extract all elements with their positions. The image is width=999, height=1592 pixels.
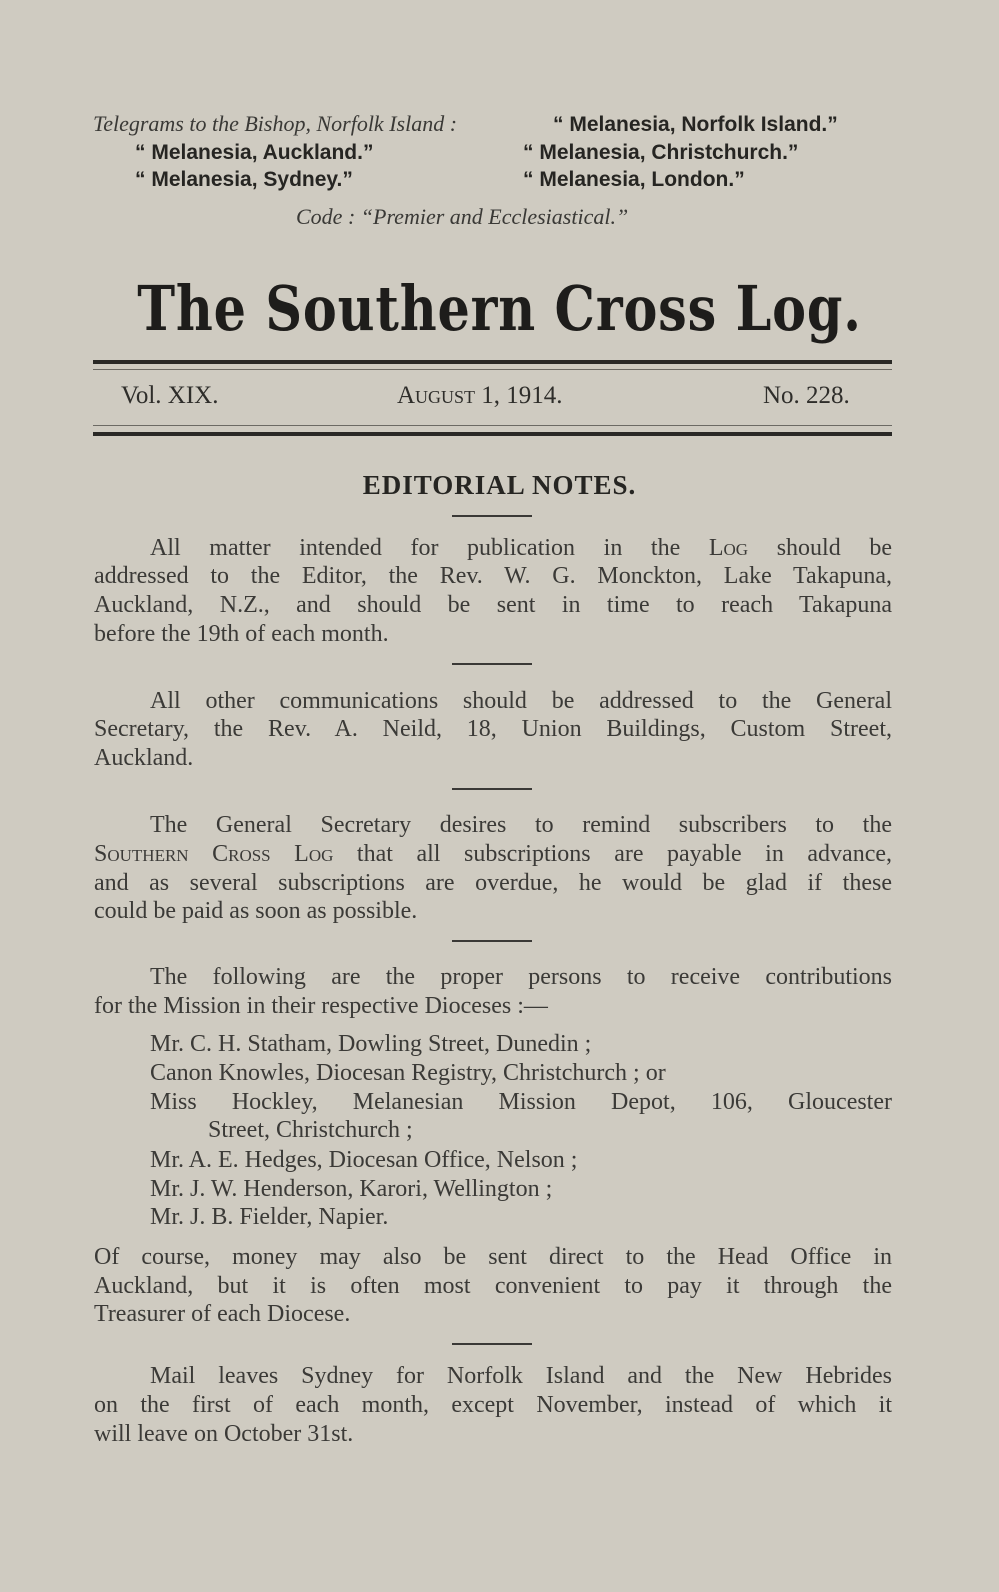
paragraph-line: Mail leaves Sydney for Norfolk Island and the New Hebrides: [150, 1363, 892, 1389]
publication-name: Southern Cross Log: [94, 841, 334, 867]
issue-number: No. 228.: [763, 382, 850, 409]
paragraph-line: The following are the proper persons to receive contributions: [150, 964, 892, 990]
contact-list-item: Mr. C. H. Statham, Dowling Street, Dunedin ;: [150, 1031, 592, 1057]
paragraph-line: addressed to the Editor, the Rev. W. G. Monckton, Lake Takapuna,: [94, 563, 892, 589]
text: should be: [748, 535, 892, 561]
paragraph-line: The General Secretary desires to remind subscribers to the: [150, 812, 892, 838]
contact-list-item: Mr. J. B. Fielder, Napier.: [150, 1204, 389, 1230]
contact-list-item: Miss Hockley, Melanesian Mission Depot, 106, Gloucester: [150, 1089, 892, 1115]
code-label: Code :: [296, 204, 356, 229]
paragraph-line: Of course, money may also be sent direct to the Head Office in: [94, 1244, 892, 1270]
masthead-title: The Southern Cross Log.: [137, 272, 862, 345]
paragraph-line: Secretary, the Rev. A. Neild, 18, Union Buildings, Custom Street,: [94, 716, 892, 742]
paragraph-line: could be paid as soon as possible.: [94, 898, 418, 924]
masthead-rule-thick-top: [93, 360, 892, 364]
paragraph-line: Auckland, but it is often most convenient to pay it through the: [94, 1273, 892, 1299]
paragraph-line: [94, 840, 892, 869]
paragraph-line: on the first of each month, except November, instead of which it: [94, 1392, 892, 1418]
paragraph-line: before the 19th of each month.: [94, 621, 389, 647]
code-value: “Premier and Ecclesiastical.”: [360, 204, 629, 229]
code-line: [296, 204, 628, 230]
paragraph-line: will leave on October 31st.: [94, 1421, 354, 1447]
text: that all subscriptions are payable in advance,: [333, 841, 893, 867]
telegram-address-norfolk: “ Melanesia, Norfolk Island.”: [553, 113, 838, 136]
contact-list-item: Mr. A. E. Hedges, Diocesan Office, Nelson ;: [150, 1147, 578, 1173]
masthead-rule-thick-bottom: [93, 432, 892, 436]
issue-date: August 1, 1914.: [397, 382, 563, 409]
section-heading: EDITORIAL NOTES.: [362, 470, 637, 500]
publication-name: Log: [708, 535, 749, 561]
masthead-rule-thin-top: [93, 369, 892, 370]
paragraph-line: Treasurer of each Diocese.: [94, 1301, 351, 1327]
text: All matter intended for publication in the: [150, 535, 709, 561]
telegram-address-sydney: “ Melanesia, Sydney.”: [135, 168, 353, 191]
telegram-address-christchurch: “ Melanesia, Christchurch.”: [523, 141, 799, 164]
paragraph-line: Auckland, N.Z., and should be sent in time to reach Takapuna: [94, 592, 892, 618]
paragraph-line: [150, 534, 892, 563]
volume: Vol. XIX.: [121, 382, 219, 409]
separator-rule: [452, 788, 532, 790]
contact-list-item: Canon Knowles, Diocesan Registry, Christchurch ; or: [150, 1060, 666, 1086]
paragraph-line: Auckland.: [94, 745, 194, 771]
telegram-address-london: “ Melanesia, London.”: [523, 168, 745, 191]
paragraph-line: and as several subscriptions are overdue, he would be glad if these: [94, 870, 892, 896]
separator-rule: [452, 940, 532, 942]
masthead-rule-thin-bottom: [93, 425, 892, 426]
separator-rule: [452, 1343, 532, 1345]
separator-rule: [452, 663, 532, 665]
paragraph-line: for the Mission in their respective Dioceses :—: [94, 993, 548, 1019]
contact-list-item: Mr. J. W. Henderson, Karori, Wellington ;: [150, 1176, 553, 1202]
telegrams-label: Telegrams to the Bishop, Norfolk Island :: [93, 111, 458, 136]
telegram-address-auckland: “ Melanesia, Auckland.”: [135, 141, 374, 164]
separator-rule: [452, 515, 532, 517]
paragraph-line: All other communications should be addressed to the General: [150, 688, 892, 714]
contact-list-item-continued: Street, Christchurch ;: [208, 1117, 413, 1143]
